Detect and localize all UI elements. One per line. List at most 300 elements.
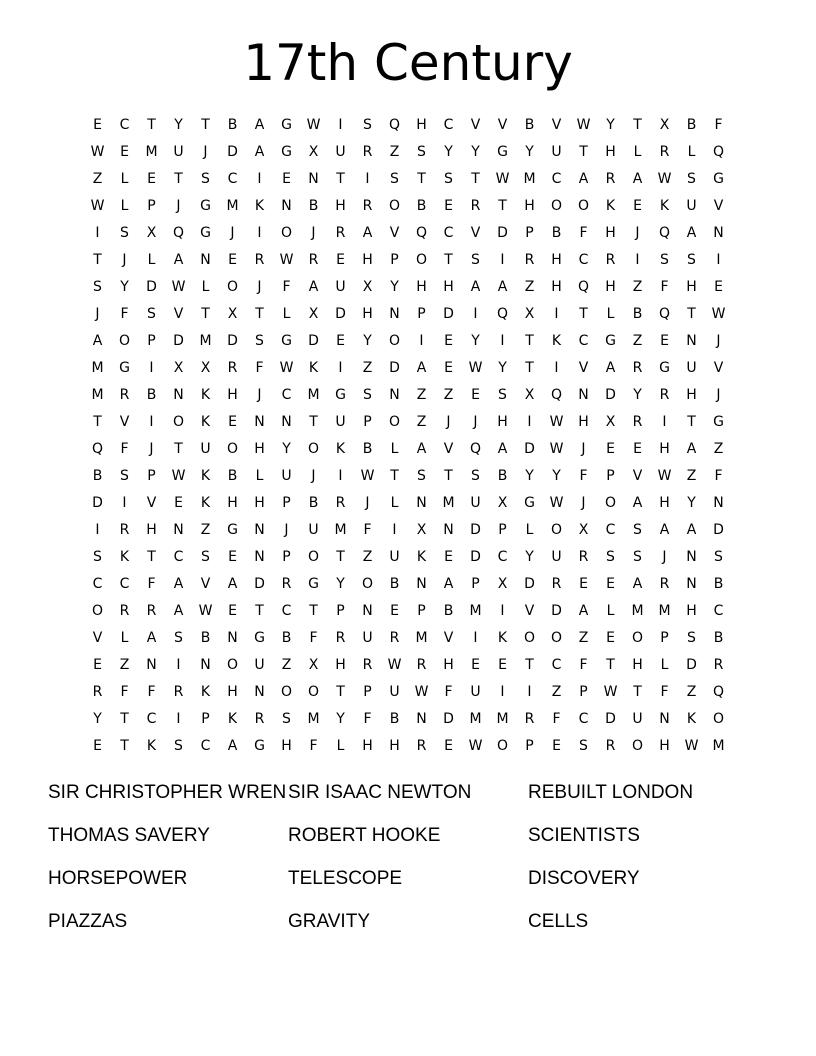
grid-letter: S <box>282 711 291 727</box>
grid-letter: F <box>579 657 588 673</box>
grid-letter: R <box>119 522 130 538</box>
grid-letter: V <box>173 306 184 322</box>
grid-letter: N <box>173 387 184 403</box>
grid-letter: P <box>147 468 156 484</box>
grid-letter: S <box>606 549 615 565</box>
grid-letter: K <box>200 468 211 484</box>
grid-letter: T <box>525 360 534 376</box>
grid-letter: L <box>606 603 615 619</box>
grid-letter: S <box>660 252 669 268</box>
grid-letter: H <box>416 117 427 133</box>
grid-letter: W <box>657 171 672 187</box>
grid-letter: S <box>147 306 156 322</box>
grid-letter: D <box>497 225 508 241</box>
grid-letter: I <box>500 333 505 349</box>
word-search-grid <box>84 112 732 760</box>
grid-letter: F <box>255 360 264 376</box>
grid-letter: X <box>200 360 211 376</box>
grid-letter: I <box>392 522 397 538</box>
grid-letter: U <box>551 144 562 160</box>
grid-letter: K <box>686 711 697 727</box>
grid-letter: I <box>716 252 721 268</box>
grid-row <box>84 733 732 760</box>
grid-letter: D <box>470 549 481 565</box>
grid-letter: I <box>554 360 559 376</box>
grid-letter: N <box>308 171 319 187</box>
grid-letter: R <box>416 738 427 754</box>
grid-letter: M <box>226 198 239 214</box>
grid-letter: U <box>551 549 562 565</box>
grid-letter: V <box>578 360 589 376</box>
grid-letter: N <box>686 333 697 349</box>
grid-letter: N <box>362 603 373 619</box>
grid-letter: S <box>174 738 183 754</box>
grid-letter: F <box>309 738 318 754</box>
grid-letter: J <box>95 306 100 322</box>
grid-letter: E <box>336 252 345 268</box>
grid-row <box>84 706 732 733</box>
grid-letter: V <box>632 468 643 484</box>
grid-letter: E <box>552 738 561 754</box>
grid-letter: J <box>230 225 235 241</box>
grid-letter: O <box>550 198 563 214</box>
grid-letter: V <box>146 495 157 511</box>
grid-letter: J <box>176 198 181 214</box>
grid-letter: T <box>120 711 129 727</box>
word-list-item: TELESCOPE <box>288 868 403 889</box>
grid-letter: W <box>279 360 294 376</box>
grid-letter: R <box>713 657 724 673</box>
grid-letter: R <box>335 630 346 646</box>
grid-letter: Y <box>687 495 696 511</box>
grid-letter: J <box>581 495 586 511</box>
grid-letter: V <box>443 630 454 646</box>
grid-letter: A <box>686 522 697 538</box>
grid-letter: T <box>525 333 534 349</box>
grid-letter: A <box>146 630 157 646</box>
grid-letter: A <box>470 279 481 295</box>
grid-letter: E <box>471 387 480 403</box>
grid-letter: J <box>662 549 667 565</box>
grid-letter: T <box>525 657 534 673</box>
grid-letter: I <box>527 414 532 430</box>
grid-letter: R <box>119 387 130 403</box>
grid-letter: S <box>390 171 399 187</box>
grid-letter: U <box>200 441 211 457</box>
grid-letter: W <box>549 495 564 511</box>
grid-letter: F <box>147 684 156 700</box>
grid-letter: J <box>149 441 154 457</box>
grid-letter: H <box>227 684 238 700</box>
grid-letter: W <box>549 441 564 457</box>
grid-letter: Z <box>713 441 724 457</box>
grid-letter: E <box>228 549 237 565</box>
grid-letter: X <box>227 306 238 322</box>
grid-row <box>84 274 732 301</box>
grid-letter: E <box>606 630 615 646</box>
grid-letter: Z <box>362 549 373 565</box>
grid-letter: I <box>500 603 505 619</box>
grid-letter: H <box>362 252 373 268</box>
grid-letter: L <box>660 657 669 673</box>
grid-letter: A <box>92 333 103 349</box>
grid-letter: G <box>308 576 319 592</box>
grid-letter: D <box>551 603 562 619</box>
grid-letter: W <box>549 414 564 430</box>
grid-letter: O <box>307 549 320 565</box>
grid-letter: I <box>500 684 505 700</box>
grid-letter: U <box>281 468 292 484</box>
grid-letter: B <box>389 576 400 592</box>
grid-letter: Z <box>686 468 697 484</box>
grid-letter: K <box>146 738 157 754</box>
grid-letter: L <box>147 252 156 268</box>
grid-letter: Y <box>525 549 534 565</box>
grid-letter: A <box>173 603 184 619</box>
grid-letter: M <box>199 333 212 349</box>
grid-letter: D <box>308 333 319 349</box>
grid-letter: X <box>659 117 670 133</box>
grid-letter: W <box>468 738 483 754</box>
grid-letter: Q <box>712 144 725 160</box>
grid-row <box>84 382 732 409</box>
grid-letter: L <box>120 198 129 214</box>
grid-letter: R <box>524 711 535 727</box>
grid-letter: Y <box>336 576 345 592</box>
grid-letter: J <box>311 225 316 241</box>
grid-letter: I <box>176 711 181 727</box>
grid-letter: R <box>605 171 616 187</box>
grid-letter: B <box>524 117 535 133</box>
grid-letter: C <box>605 522 616 538</box>
grid-letter: R <box>92 684 103 700</box>
grid-letter: C <box>119 576 130 592</box>
grid-letter: C <box>281 603 292 619</box>
grid-letter: L <box>687 144 696 160</box>
grid-letter: J <box>311 468 316 484</box>
grid-letter: E <box>390 603 399 619</box>
grid-letter: R <box>227 360 238 376</box>
grid-letter: T <box>309 414 318 430</box>
grid-letter: K <box>605 198 616 214</box>
grid-letter: N <box>416 576 427 592</box>
grid-letter: B <box>362 441 373 457</box>
grid-letter: E <box>228 603 237 619</box>
grid-letter: N <box>146 657 157 673</box>
grid-row <box>84 112 732 139</box>
grid-letter: I <box>338 360 343 376</box>
grid-letter: T <box>120 738 129 754</box>
grid-letter: L <box>201 279 210 295</box>
grid-letter: L <box>120 630 129 646</box>
grid-letter: H <box>551 252 562 268</box>
grid-letter: R <box>308 252 319 268</box>
grid-letter: C <box>551 171 562 187</box>
grid-letter: K <box>416 549 427 565</box>
grid-letter: R <box>605 738 616 754</box>
grid-letter: N <box>389 306 400 322</box>
grid-letter: B <box>632 306 643 322</box>
grid-letter: Q <box>91 441 104 457</box>
grid-letter: X <box>308 657 319 673</box>
grid-letter: Q <box>550 387 563 403</box>
grid-letter: W <box>576 117 591 133</box>
grid-letter: M <box>91 360 104 376</box>
grid-letter: O <box>388 414 401 430</box>
grid-letter: I <box>95 522 100 538</box>
grid-letter: S <box>498 387 507 403</box>
grid-letter: C <box>443 117 454 133</box>
grid-letter: D <box>605 387 616 403</box>
grid-letter: P <box>390 252 399 268</box>
grid-letter: E <box>93 657 102 673</box>
grid-letter: S <box>93 549 102 565</box>
grid-letter: A <box>632 576 643 592</box>
grid-letter: L <box>282 306 291 322</box>
grid-letter: Y <box>606 117 615 133</box>
grid-letter: E <box>660 333 669 349</box>
grid-letter: P <box>147 333 156 349</box>
grid-letter: B <box>713 630 724 646</box>
grid-letter: E <box>444 738 453 754</box>
grid-letter: R <box>416 657 427 673</box>
grid-letter: S <box>687 252 696 268</box>
grid-letter: H <box>605 225 616 241</box>
grid-letter: I <box>338 468 343 484</box>
grid-letter: J <box>257 387 262 403</box>
grid-row <box>84 301 732 328</box>
grid-row <box>84 139 732 166</box>
grid-letter: S <box>255 333 264 349</box>
grid-letter: O <box>91 603 104 619</box>
grid-letter: F <box>579 468 588 484</box>
grid-letter: J <box>446 414 451 430</box>
grid-letter: H <box>416 279 427 295</box>
grid-letter: A <box>497 279 508 295</box>
grid-letter: G <box>200 198 211 214</box>
grid-letter: V <box>119 414 130 430</box>
grid-letter: H <box>524 198 535 214</box>
grid-row <box>84 355 732 382</box>
grid-letter: F <box>120 441 129 457</box>
grid-letter: V <box>470 117 481 133</box>
grid-letter: A <box>632 495 643 511</box>
grid-letter: X <box>362 279 373 295</box>
grid-letter: J <box>257 279 262 295</box>
grid-letter: F <box>714 117 723 133</box>
grid-letter: W <box>603 684 618 700</box>
grid-letter: A <box>227 738 238 754</box>
grid-letter: O <box>307 684 320 700</box>
grid-letter: S <box>417 468 426 484</box>
grid-letter: O <box>388 198 401 214</box>
grid-letter: M <box>334 522 347 538</box>
grid-letter: Q <box>658 306 671 322</box>
grid-letter: T <box>174 441 183 457</box>
grid-letter: L <box>255 468 264 484</box>
grid-letter: N <box>713 495 724 511</box>
grid-letter: D <box>524 576 535 592</box>
grid-letter: K <box>551 333 562 349</box>
grid-row <box>84 652 732 679</box>
grid-letter: P <box>660 630 669 646</box>
grid-letter: S <box>714 549 723 565</box>
grid-letter: I <box>473 630 478 646</box>
grid-letter: J <box>284 522 289 538</box>
grid-letter: Y <box>363 333 372 349</box>
word-list-item: HORSEPOWER <box>48 868 188 889</box>
grid-letter: E <box>714 279 723 295</box>
grid-letter: Q <box>496 306 509 322</box>
grid-letter: P <box>471 576 480 592</box>
grid-letter: A <box>362 225 373 241</box>
grid-letter: W <box>468 360 483 376</box>
grid-letter: I <box>257 225 262 241</box>
grid-letter: Y <box>525 468 534 484</box>
grid-letter: T <box>201 117 210 133</box>
grid-letter: F <box>714 468 723 484</box>
grid-letter: E <box>120 144 129 160</box>
grid-letter: N <box>389 387 400 403</box>
grid-letter: D <box>146 279 157 295</box>
word-list-item: DISCOVERY <box>528 868 640 889</box>
grid-letter: O <box>631 630 644 646</box>
grid-letter: K <box>200 414 211 430</box>
grid-letter: H <box>254 441 265 457</box>
grid-letter: H <box>686 603 697 619</box>
grid-letter: Y <box>498 360 507 376</box>
grid-letter: F <box>579 225 588 241</box>
grid-letter: F <box>363 522 372 538</box>
grid-letter: F <box>309 630 318 646</box>
grid-letter: S <box>363 387 372 403</box>
grid-letter: Q <box>658 225 671 241</box>
grid-letter: N <box>416 495 427 511</box>
grid-letter: X <box>173 360 184 376</box>
grid-letter: H <box>227 495 238 511</box>
grid-letter: M <box>712 738 725 754</box>
grid-letter: P <box>579 684 588 700</box>
grid-letter: S <box>417 144 426 160</box>
grid-letter: C <box>578 711 589 727</box>
grid-letter: A <box>173 576 184 592</box>
grid-row <box>84 679 732 706</box>
grid-letter: E <box>498 657 507 673</box>
grid-letter: P <box>201 711 210 727</box>
grid-row <box>84 490 732 517</box>
grid-letter: V <box>470 225 481 241</box>
grid-letter: B <box>497 468 508 484</box>
grid-letter: W <box>684 738 699 754</box>
grid-letter: L <box>390 441 399 457</box>
grid-letter: S <box>174 630 183 646</box>
grid-letter: S <box>120 468 129 484</box>
grid-letter: X <box>524 306 535 322</box>
grid-letter: Y <box>471 333 480 349</box>
grid-letter: N <box>227 630 238 646</box>
grid-letter: F <box>120 684 129 700</box>
grid-letter: C <box>713 603 724 619</box>
grid-letter: T <box>336 549 345 565</box>
grid-row <box>84 463 732 490</box>
grid-letter: X <box>605 414 616 430</box>
grid-letter: K <box>200 495 211 511</box>
grid-letter: E <box>282 171 291 187</box>
grid-row <box>84 166 732 193</box>
grid-letter: M <box>469 711 482 727</box>
word-list-item: CELLS <box>528 911 589 932</box>
grid-letter: C <box>497 549 508 565</box>
grid-letter: Y <box>444 144 453 160</box>
grid-letter: F <box>660 684 669 700</box>
grid-letter: R <box>254 252 265 268</box>
grid-letter: E <box>336 333 345 349</box>
grid-letter: T <box>255 306 264 322</box>
grid-letter: B <box>92 468 103 484</box>
grid-letter: U <box>362 630 373 646</box>
grid-letter: R <box>659 576 670 592</box>
grid-letter: B <box>146 387 157 403</box>
grid-letter: H <box>362 306 373 322</box>
grid-letter: B <box>389 711 400 727</box>
grid-letter: A <box>443 576 454 592</box>
grid-letter: J <box>203 144 208 160</box>
grid-letter: S <box>471 468 480 484</box>
grid-letter: R <box>524 252 535 268</box>
grid-letter: C <box>119 117 130 133</box>
grid-letter: T <box>444 468 453 484</box>
grid-letter: N <box>200 252 211 268</box>
grid-letter: R <box>632 414 643 430</box>
grid-letter: T <box>93 414 102 430</box>
grid-letter: R <box>119 603 130 619</box>
grid-letter: O <box>388 333 401 349</box>
grid-letter: I <box>122 495 127 511</box>
grid-letter: E <box>606 576 615 592</box>
grid-letter: Q <box>712 684 725 700</box>
grid-letter: T <box>579 144 588 160</box>
grid-letter: R <box>173 684 184 700</box>
grid-letter: M <box>658 603 671 619</box>
grid-letter: E <box>228 252 237 268</box>
grid-letter: E <box>174 495 183 511</box>
grid-letter: W <box>414 684 429 700</box>
grid-letter: U <box>335 279 346 295</box>
grid-letter: Y <box>633 387 642 403</box>
grid-letter: E <box>93 117 102 133</box>
grid-letter: Z <box>578 630 589 646</box>
grid-letter: Q <box>415 225 428 241</box>
grid-letter: O <box>280 225 293 241</box>
grid-letter: S <box>120 225 129 241</box>
grid-letter: P <box>498 522 507 538</box>
grid-letter: E <box>579 576 588 592</box>
grid-letter: T <box>174 171 183 187</box>
grid-letter: I <box>257 171 262 187</box>
grid-letter: O <box>172 414 185 430</box>
grid-letter: L <box>525 522 534 538</box>
grid-letter: O <box>712 711 725 727</box>
word-list-item: SCIENTISTS <box>528 825 640 846</box>
grid-letter: O <box>226 441 239 457</box>
grid-letter: R <box>578 549 589 565</box>
grid-letter: A <box>254 144 265 160</box>
grid-letter: I <box>419 333 424 349</box>
grid-letter: E <box>606 441 615 457</box>
grid-letter: T <box>147 549 156 565</box>
grid-letter: W <box>171 468 186 484</box>
grid-letter: H <box>659 495 670 511</box>
